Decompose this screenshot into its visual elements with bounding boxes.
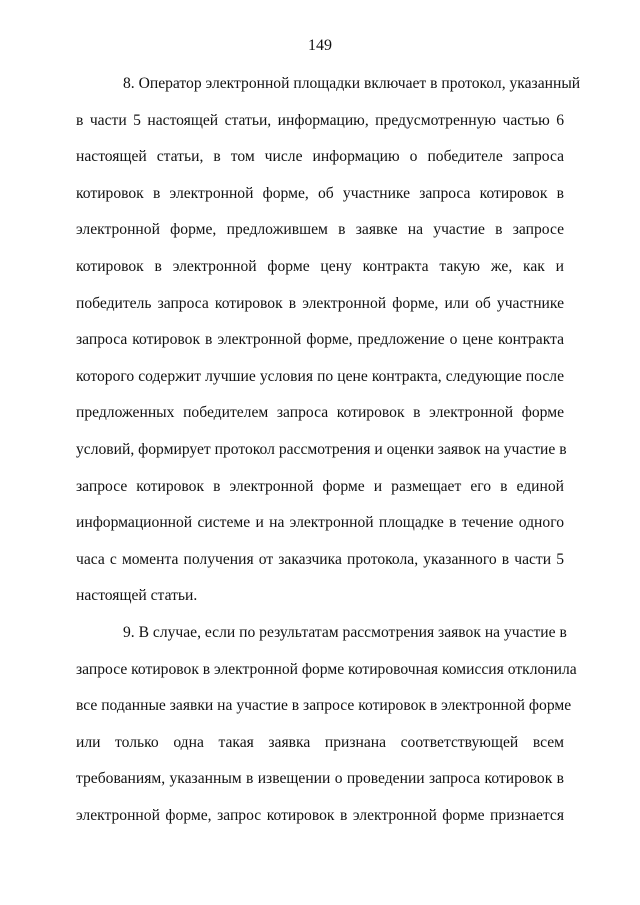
text-line: запросе котировок в электронной форме котировочная комиссия отклонила <box>76 660 577 678</box>
text-line: часа с момента получения от заказчика протокола, указанного в части 5 <box>76 550 564 568</box>
page-number: 149 <box>308 37 332 54</box>
text-line: электронной форме, предложившем в заявке на участие в запросе <box>76 221 564 239</box>
paragraph-8 <box>76 66 581 615</box>
text-line: победитель запроса котировок в электронной форме, или об участнике <box>76 294 564 312</box>
text-line: настоящей статьи. <box>76 587 198 605</box>
text-line: электронной форме, запрос котировок в электронной форме признается <box>76 806 564 824</box>
text-line: 8. Оператор электронной площадки включает в протокол, указанный <box>123 75 581 92</box>
text-line: котировок в электронной форме цену контракта такую же, как и <box>76 257 564 275</box>
text-line: настоящей статьи, в том числе информацию о победителе запроса <box>76 148 564 166</box>
text-line: в части 5 настоящей статьи, информацию, предусмотренную частью 6 <box>76 111 564 129</box>
document-body <box>76 66 581 834</box>
text-line: условий, формирует протокол рассмотрения и оценки заявок на участие в <box>76 440 567 458</box>
text-line: котировок в электронной форме, об участнике запроса котировок в <box>76 184 564 202</box>
text-line: предложенных победителем запроса котировок в электронной форме <box>76 404 564 422</box>
text-line: запроса котировок в электронной форме, предложение о цене контракта <box>76 331 564 349</box>
text-line: запросе котировок в электронной форме и размещает его в единой <box>76 477 564 495</box>
text-line: которого содержит лучшие условия по цене контракта, следующие после <box>76 367 564 385</box>
text-line: все поданные заявки на участие в запросе котировок в электронной форме <box>76 697 572 715</box>
text-line: или только одна такая заявка признана соответствующей всем <box>76 733 564 751</box>
text-line: 9. В случае, если по результатам рассмотрения заявок на участие в <box>123 623 567 641</box>
paragraph-9 <box>76 615 577 835</box>
text-line: требованиям, указанным в извещении о проведении запроса котировок в <box>76 770 564 788</box>
text-line: информационной системе и на электронной площадке в течение одного <box>76 514 564 532</box>
